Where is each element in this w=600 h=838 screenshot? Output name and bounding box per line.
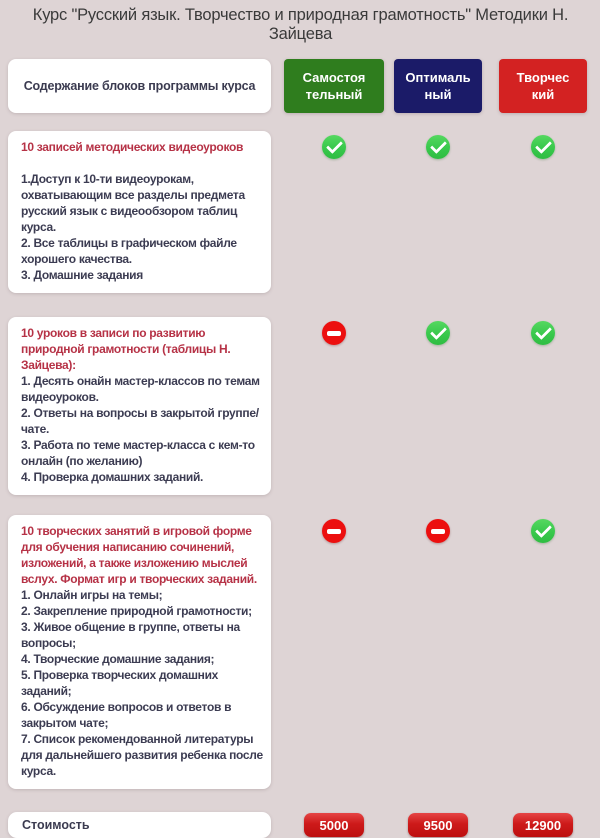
- plan-header-self[interactable]: [284, 59, 384, 113]
- feature-row-creative-sessions: [8, 515, 593, 789]
- feature-heading: 10 уроков в записи по развитию природной грамотности (таблицы Н. Зайцева):: [21, 326, 231, 372]
- plan-label-line: кий: [531, 87, 555, 102]
- content-column-header: Содержание блоков программы курса: [8, 59, 271, 113]
- check-icon: [322, 135, 346, 159]
- feature-block: [8, 317, 271, 495]
- price-button-optimal[interactable]: 9500: [408, 813, 468, 837]
- feature-item: 3. Работа по теме мастер-класса с кем-то онлайн (по желанию): [21, 438, 255, 468]
- feature-item: 2. Все таблицы в графическом файле хорошего качества.: [21, 236, 237, 266]
- plan-label-line: тельный: [305, 87, 363, 102]
- feature-row-videolessons: [8, 131, 593, 293]
- feature-item: 6. Обсуждение вопросов и ответов в закрытом чате;: [21, 700, 232, 730]
- feature-item: 2. Закрепление природной грамотности;: [21, 604, 252, 618]
- feature-items: [21, 587, 266, 779]
- feature-item: 4. Творческие домашние задания;: [21, 652, 215, 666]
- no-entry-icon: [322, 321, 346, 345]
- check-icon: [531, 135, 555, 159]
- price-button-self[interactable]: 5000: [304, 813, 364, 837]
- plan-label-line: Оптималь: [405, 70, 471, 85]
- feature-item: 4. Проверка домашних заданий.: [21, 470, 204, 484]
- feature-block: [8, 515, 271, 789]
- check-icon: [531, 321, 555, 345]
- plan-header-creative[interactable]: [499, 59, 587, 113]
- check-icon: [426, 135, 450, 159]
- feature-item: 1. Онлайн игры на темы;: [21, 588, 163, 602]
- feature-row-literacy-lessons: [8, 317, 593, 495]
- header-row: [8, 59, 593, 113]
- no-entry-icon: [322, 519, 346, 543]
- feature-heading: 10 творческих занятий в игровой форме для обучения написанию сочинений, изложений, а также изложению мыслей вслух. Формат игр и творческих заданий.: [21, 524, 257, 586]
- price-label: Стоимость: [8, 812, 271, 838]
- feature-heading: 10 записей методических видеоуроков: [21, 140, 244, 154]
- feature-item: 3. Живое общение в группе, ответы на вопросы;: [21, 620, 240, 650]
- feature-items: [21, 171, 266, 283]
- feature-item: 3. Домашние задания: [21, 268, 143, 282]
- plan-label-line: Самостоя: [302, 70, 366, 85]
- price-row: [8, 812, 593, 838]
- plan-label-line: ный: [424, 87, 452, 102]
- check-icon: [426, 321, 450, 345]
- feature-block: [8, 131, 271, 293]
- feature-item: 1.Доступ к 10-ти видеоурокам, охватывающим все разделы предмета русский язык с видеообзором таблиц курса.: [21, 172, 245, 234]
- feature-item: 5. Проверка творческих домашних заданий;: [21, 668, 219, 698]
- plan-label-line: Творчес: [516, 70, 570, 85]
- feature-item: 1. Десять онайн мастер-классов по темам видеоуроков.: [21, 374, 260, 404]
- price-button-creative[interactable]: 12900: [513, 813, 573, 837]
- no-entry-icon: [426, 519, 450, 543]
- feature-item: 2. Ответы на вопросы в закрытой группе/ чате.: [21, 406, 259, 436]
- plan-header-optimal[interactable]: [394, 59, 482, 113]
- check-icon: [531, 519, 555, 543]
- feature-item: 7. Список рекомендованной литературы для дальнейшего развития ребенка после курса.: [21, 732, 263, 778]
- page-title: Курс "Русский язык. Творчество и природная грамотность" Методики Н. Зайцева: [32, 6, 569, 43]
- feature-items: [21, 373, 266, 485]
